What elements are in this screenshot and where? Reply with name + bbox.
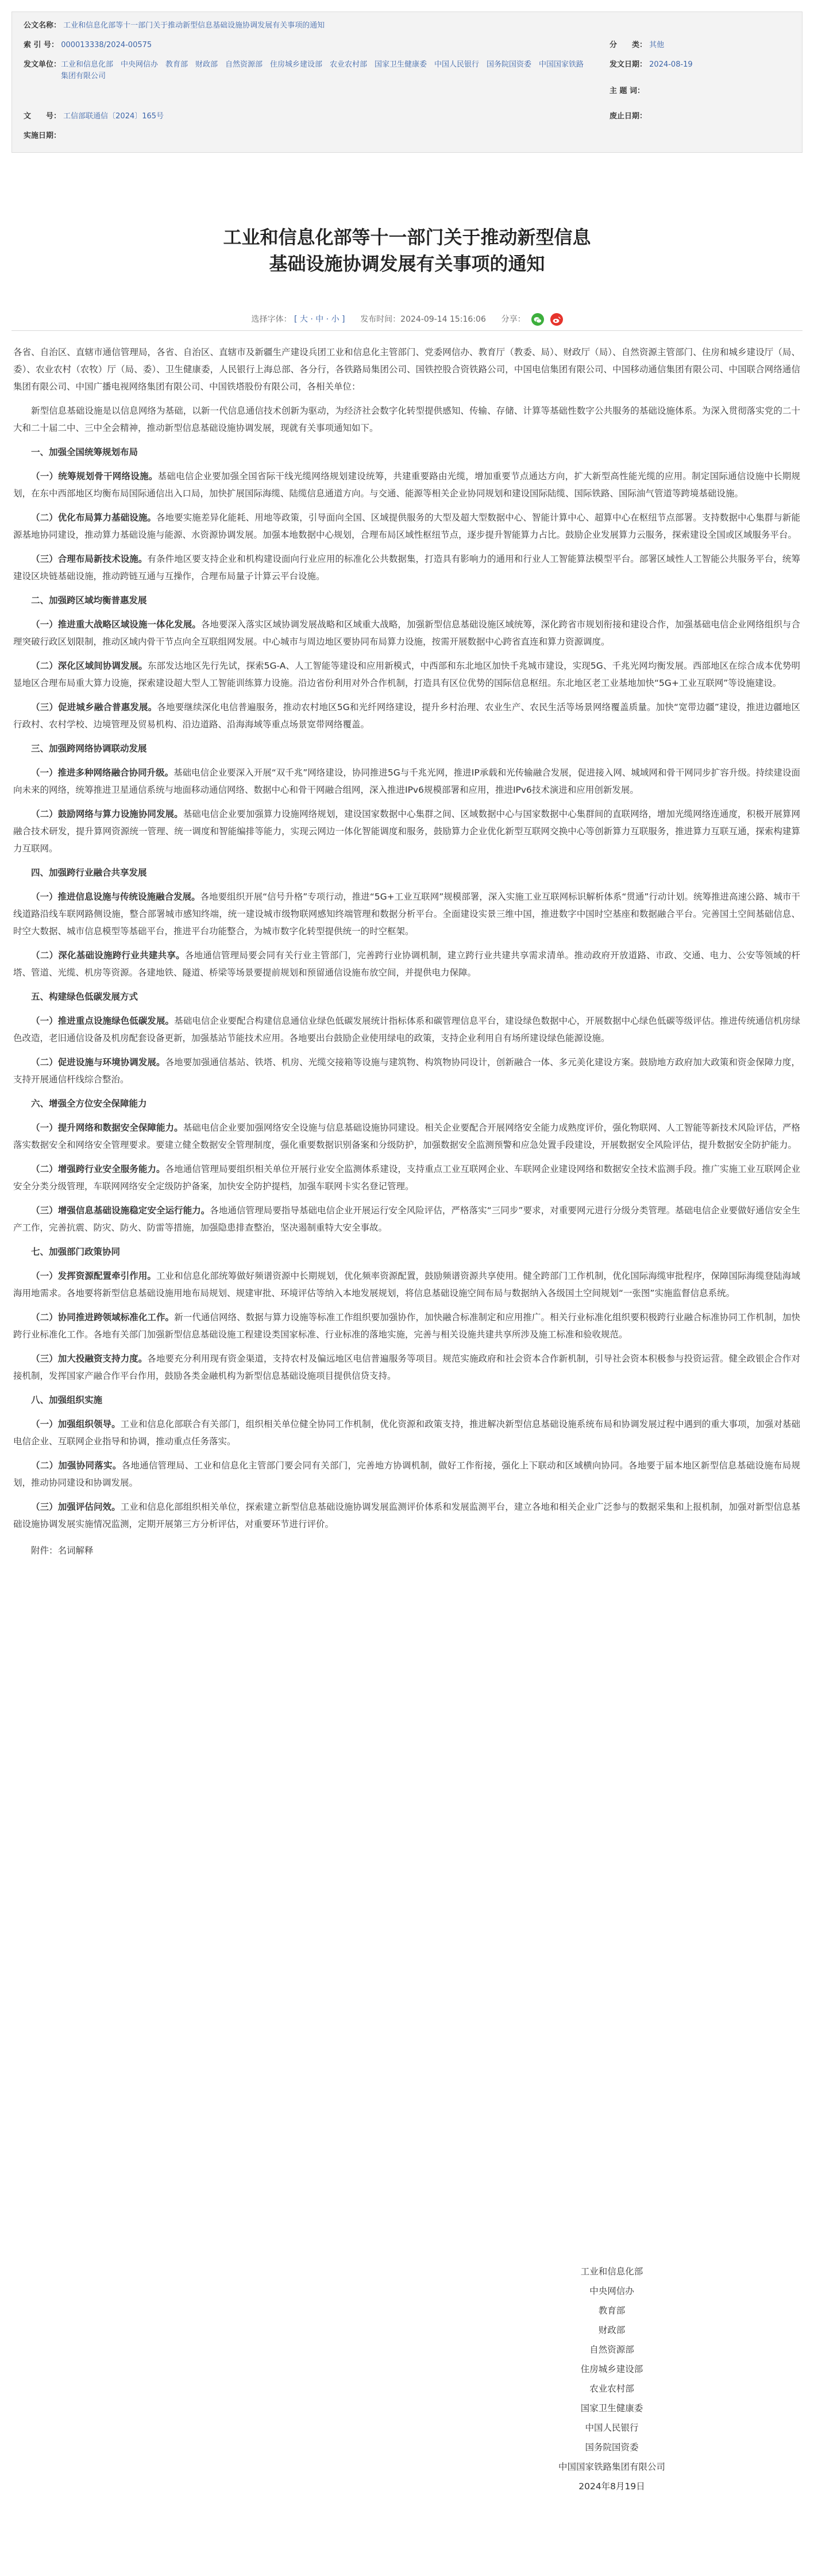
paragraph-text: 新一代通信网络、数据与算力设施等标准工作组织要加强协作，加快融合标准制定和应用推广。相关行业标准化组织要积极跨行业融合标准协同工作机制，加快跨行业标准化工作。各地有关部门加强新型信息基础设施工程建设类国家标准、行业标准的落地实施，完善与相关设施共建共享所涉及施工标准和验收规范。	[13, 1312, 800, 1340]
paragraph-text: 基础电信企业要配合构建信息通信业绿色低碳发展统计指标体系和碳管理信息平台，建设绿色数据中心，开展数据中心绿色低碳等级评估。推进传统通信机房绿色改造，老旧通信设备及机房配套设备更新，加强基站节能技术应用。各地要出台鼓励企业使用绿电的政策，支持企业利用自有场所建设绿色能源设施。	[13, 1016, 800, 1043]
salutation: 各省、自治区、直辖市通信管理局，各省、自治区、直辖市及新疆生产建设兵团工业和信息化主管部门、党委网信办、教育厅（教委、局）、财政厅（局）、自然资源主管部门、住房和城乡建设厅（局、委）、农业农村（农牧）厅（局、委）、卫生健康委，人民银行上海总部、各分行，各铁路局集团公司、国铁控股合资铁路公司，中国电信集团有限公司、中国移动通信集团有限公司、中国联合网络通信集团有限公司、中国广播电视网络集团有限公司、中国铁塔股份有限公司，各相关单位：	[13, 347, 800, 392]
paragraph-text: 有条件地区要支持企业和机构建设面向行业应用的标准化公共数据集，打造具有影响力的通用和行业人工智能算法模型平台。部署区域性人工智能公共服务平台，统筹建设区块链基础设施，推动跨链互通与互操作，合理布局量子计算云平台设施。	[13, 554, 800, 581]
section-heading: 一、加强全国统筹规划布局	[31, 447, 138, 457]
meta-date-label: 发文日期：	[609, 60, 647, 69]
paragraph-lead: （二）增强跨行业安全服务能力。	[31, 1164, 165, 1174]
section-heading: 七、加强部门政策协同	[31, 1247, 121, 1257]
signature-org: 财政部	[598, 2325, 626, 2335]
paragraph-lead: （三）促进城乡融合普惠发展。	[31, 702, 157, 712]
share-label: 分享：	[501, 315, 526, 324]
paragraph-text: 各地通信管理局要组织相关单位开展行业安全监测体系建设，支持重点工业互联网企业、车联网企业建设网络和数据安全技术监测手段。推广实施工业互联网企业安全分类分级管理，车联网网络安全定级防护备案，加快安全防护提档，加强车联网卡实名登记管理。	[13, 1164, 800, 1191]
paragraph-lead: （一）统筹规划骨干网络设施。	[31, 471, 158, 481]
meta-category-label: 分 类：	[609, 41, 647, 49]
paragraph	[13, 764, 800, 799]
meta-category-row	[609, 40, 793, 51]
paragraph-lead: （三）加强评估问效。	[31, 1502, 121, 1512]
meta-impl-row	[24, 130, 426, 142]
meta-name-label: 公文名称：	[24, 21, 61, 30]
paragraph-text: 工业和信息化部联合有关部门，组织相关单位健全协同工作机制，优化资源和政策支持，推进解决新型信息基础设施系统布局和协调发展过程中遇到的重大事项，加强对基础电信企业、互联网企业指导和协调，推动重点任务落实。	[13, 1419, 800, 1447]
meta-issuer-label: 发文单位：	[24, 60, 61, 69]
weibo-icon[interactable]	[550, 313, 563, 326]
meta-abolish-label: 废止日期：	[609, 112, 647, 121]
paragraph-lead: （三）加大投融资支持力度。	[31, 1353, 148, 1364]
article-body	[13, 344, 800, 1559]
section-heading: 八、加强组织实施	[31, 1395, 103, 1405]
signature-block	[514, 2262, 709, 2496]
paragraph-text: 各地通信管理局、工业和信息化主管部门要会同有关部门，完善地方协调机制，做好工作衔接，强化上下联动和区域横向协同。各地要于届本地区新型信息基础设施布局规划，推动协同建设和协调发展。	[13, 1460, 800, 1488]
publish-time: 发布时间：2024-09-14 15:16:06	[360, 315, 486, 324]
subline	[0, 313, 814, 326]
paragraph-text: 基础电信企业要加强全国省际干线光缆网络规划建设统筹，共建重要路由光缆，增加重要节点通达方向，扩大新型高性能光缆的应用。制定国际通信设施中长期规划，在东中西部地区均衡布局国际通信出入口局，加快扩展国际海缆、陆缆信息通道方向。与交通、能源等相关企业协同规划和建设国际陆缆、国际铁路、国际油气管道等跨境基础设施。	[13, 471, 800, 499]
paragraph-lead: （一）推进重点设施绿色低碳发展。	[31, 1016, 175, 1026]
paragraph	[13, 888, 800, 940]
paragraph	[13, 1160, 800, 1195]
section-heading: 三、加强跨网络协调联动发展	[31, 743, 147, 754]
paragraph-text: 东部发达地区先行先试，探索5G-A、人工智能等建设和应用新模式，中西部和东北地区加快千兆城市建设，实现5G、千兆光网均衡发展。西部地区在综合成本优势明显地区合理布局重大算力设施，探索建设超大型人工智能训练算力设施。沿边省份利用对外合作机制，打造具有区位优势的国际信息枢纽。东北地区老工业基地加快“5G+工业互联网”等设施建设。	[13, 661, 800, 688]
paragraph-lead: （二）促进设施与环境协调发展。	[31, 1057, 165, 1067]
paragraph-text: 工业和信息化部组织相关单位，探索建立新型信息基础设施协调发展监测评价体系和发展监测平台，建立各地和相关企业广泛参与的数据采集和上报机制，加强对新型信息基础设施协调发展实施情况监测，定期开展第三方分析评估，对重要环节进行评价。	[13, 1502, 800, 1529]
signature-org: 自然资源部	[589, 2344, 634, 2355]
paragraph	[13, 805, 800, 857]
paragraph-text: 各地要实施差异化能耗、用地等政策，引导面向全国、区域提供服务的大型及超大型数据中心、智能计算中心、超算中心在枢纽节点部署。支持数据中心集群与新能源基地协同建设，推动算力基础设施与能源、水资源协调发展。加强本地数据中心规划，合理布局区域性枢纽节点，逐步提升智能算力占比。鼓励企业发展算力云服务，探索建设全国或区域服务平台。	[13, 512, 800, 540]
signature-date: 2024年8月19日	[578, 2481, 645, 2492]
section-heading: 四、加强跨行业融合共享发展	[31, 867, 147, 878]
meta-docno-value: 工信部联通信〔2024〕165号	[63, 112, 164, 121]
paragraph-text: 各地要组织开展“信号升格”专项行动，推进“5G+工业互联网”规模部署，深入实施工业互联网标识解析体系“贯通”行动计划。统筹推进高速公路、城市干线道路沿线车联网路侧设施，整合部署城市感知终端，统一建设城市级物联网感知终端管理和数据分析平台。全面建设实景三维中国，推进数字中国时空基座和数据融合平台。完善国土空间基础信息、时空大数据、城市信息模型等基础平台，推进平台功能整合，为城市数字化转型提供统一的时空框架。	[13, 892, 800, 936]
page-title-line1: 工业和信息化部等十一部门关于推动新型信息	[223, 226, 591, 248]
meta-docno-label: 文 号：	[24, 112, 61, 121]
meta-name-row	[24, 20, 782, 32]
intro-paragraph: 新型信息基础设施是以信息网络为基础，以新一代信息通信技术创新为驱动，为经济社会数字化转型提供感知、传输、存储、计算等基础性数字公共服务的基础设施体系。为深入贯彻落实党的二十大和二十届二中、三中全会精神，推动新型信息基础设施协调发展，现就有关事项通知如下。	[13, 406, 800, 433]
paragraph-text: 各地通信管理局要指导基础电信企业开展运行安全风险评估，严格落实“三同步”要求，对重要网元进行分级分类管理。基础电信企业要做好通信安全生产工作，完善抗震、防灾、防火、防雷等措施，加强隐患排查整治，坚决遏制重特大安全事故。	[13, 1205, 800, 1233]
paragraph	[13, 657, 800, 692]
meta-date-value: 2024-08-19	[649, 60, 693, 69]
paragraph	[13, 1350, 800, 1385]
meta-issuer-value: 工业和信息化部 中央网信办 教育部 财政部 自然资源部 住房城乡建设部 农业农村部 国家卫生健康委 中国人民银行 国务院国资委 中国国家铁路集团有限公司	[61, 60, 584, 80]
paragraph	[13, 1202, 800, 1236]
paragraph-lead: （二）加强协同落实。	[31, 1460, 122, 1471]
paragraph	[13, 1054, 800, 1088]
signature-org: 中央网信办	[589, 2286, 634, 2296]
meta-index-label: 索 引 号：	[24, 41, 59, 49]
paragraph	[13, 699, 800, 733]
font-size-label: 选择字体：	[251, 315, 292, 324]
paragraph-lead: （一）推进信息设施与传统设施融合发展。	[31, 892, 200, 902]
paragraph-text: 各地要继续深化电信普遍服务，推动农村地区5G和光纤网络建设，提升乡村治理、农业生产、农民生活等场景网络覆盖质量。加快“宽带边疆”建设，推进边疆地区行政村、农村学校、边境管理及贸易机构、沿边道路、沿海海域等重点场景宽带网络覆盖。	[13, 702, 800, 730]
divider	[11, 330, 803, 331]
paragraph	[13, 468, 800, 502]
meta-docno-row	[24, 111, 426, 122]
paragraph-text: 各地通信管理局要会同有关行业主管部门，完善跨行业协调机制，建立跨行业共建共享需求清单。推动政府开放道路、市政、交通、电力、公安等领域的杆塔、管道、光缆、机房等资源。各建地铁、隧道、桥梁等场景要提前规划和预留通信设施布放空间，并提供电力保障。	[13, 950, 800, 978]
paragraph-lead: （一）加强组织领导。	[31, 1419, 121, 1429]
section-heading: 六、增强全方位安全保障能力	[31, 1098, 147, 1109]
meta-category-value: 其他	[649, 41, 665, 49]
meta-abolish-row	[609, 111, 793, 122]
signature-org: 国家卫生健康委	[580, 2403, 643, 2413]
paragraph-lead: （一）推进重大战略区域设施一体化发展。	[31, 619, 201, 630]
signature-org: 工业和信息化部	[580, 2266, 643, 2277]
paragraph-lead: （一）提升网络和数据安全保障能力。	[31, 1123, 183, 1133]
paragraph-lead: （二）深化区域间协调发展。	[31, 661, 148, 671]
paragraph-lead: （一）推进多种网络融合协同升级。	[31, 768, 174, 778]
paragraph	[13, 1267, 800, 1302]
metadata-panel	[11, 11, 803, 153]
section-heading: 二、加强跨区域均衡普惠发展	[31, 595, 147, 606]
paragraph-text: 工业和信息化部统筹做好频谱资源中长期规划，优化频率资源配置，鼓励频谱资源共享使用。健全跨部门工作机制，优化国际海缆审批程序，保障国际海缆登陆海域海用地需求。各地要将新型信息基础设施用地布局规划、规建审批、环境评估等纳入本地发展规划，将信息基础设施空间布局与数据纳入各级国土空间规划“一张图”实施监督信息系统。	[13, 1271, 800, 1298]
paragraph-text: 各地要深入落实区域协调发展战略和区域重大战略，加强新型信息基础设施区域统筹，深化跨省市规划衔接和建设合作，加强基础电信企业网络组织与合理突破行政区划限制，推动区域内骨干节点向全互联组网发展。中心城市与周边地区要协同布局算力设施，按需开展数据中心跨省直连和算力资源调度。	[13, 619, 800, 647]
meta-date-row	[609, 59, 793, 71]
attachment-link[interactable]: 附件：名词解释	[31, 1545, 94, 1556]
paragraph	[13, 947, 800, 981]
paragraph	[13, 1457, 800, 1491]
meta-issuer-row	[24, 59, 587, 82]
paragraph	[13, 550, 800, 585]
signature-org: 中国国家铁路集团有限公司	[558, 2462, 665, 2472]
paragraph-lead: （二）深化基础设施跨行业共建共享。	[31, 950, 185, 961]
paragraph	[13, 1012, 800, 1047]
paragraph	[13, 1498, 800, 1533]
section-heading: 五、构建绿色低碳发展方式	[31, 992, 138, 1002]
meta-index-row	[24, 40, 426, 51]
signature-org: 农业农村部	[589, 2384, 634, 2394]
signature-org: 中国人民银行	[585, 2423, 639, 2433]
meta-name-value: 工业和信息化部等十一部门关于推动新型信息基础设施协调发展有关事项的通知	[63, 21, 325, 30]
signature-org: 教育部	[598, 2305, 626, 2316]
font-size-selector[interactable]: [ 大 · 中 · 小 ]	[294, 315, 345, 324]
paragraph-lead: （二）协同推进跨领域标准化工作。	[31, 1312, 175, 1322]
meta-subject-row	[609, 86, 793, 97]
paragraph-text: 各地要加强通信基站、铁塔、机房、光缆交接箱等设施与建筑物、构筑物协同设计，创新融合一体、多元美化建设方案。鼓励地方政府加大政策和资金保障力度，支持开展通信杆线综合整治。	[13, 1057, 800, 1085]
meta-impl-label: 实施日期：	[24, 132, 61, 140]
signature-org: 国务院国资委	[585, 2442, 639, 2452]
paragraph-lead: （三）合理布局新技术设施。	[31, 554, 148, 564]
paragraph-text: 基础电信企业要深入开展“双千兆”网络建设，协同推进5G与千兆光网，推进IP承载和光传输融合发展，促进接入网、城域网和骨干网同步扩容升级。持续建设面向未来的网络，统筹推进卫星通信系统与地面移动通信网络、数据中心和骨干网融合组网，深入推进IPv6规模部署和应用，推进IPv6技术演进和应用创新发展。	[13, 768, 800, 795]
paragraph-text: 各地要充分利用现有资金渠道，支持农村及偏远地区电信普遍服务等项目。规范实施政府和社会资本合作新机制，引导社会资本积极参与投资运营。健全政银企合作对接机制，发挥国家产融合作平台作用，鼓励各类金融机构为新型信息基础设施项目提供信贷支持。	[13, 1353, 800, 1381]
paragraph-text: 基础电信企业要加强网络安全设施与信息基础设施协同建设。相关企业要配合开展网络安全能力成熟度评价，强化物联网、人工智能等新技术风险评估，严格落实数据安全和网络安全管理要求。要建立健全数据安全管理制度，强化重要数据识别备案和分级防护，加强数据安全监测预警和应急处置手段建设，开展数据安全风险评估，提升数据安全防护能力。	[13, 1123, 800, 1150]
paragraph	[13, 1309, 800, 1343]
paragraph-lead: （二）鼓励网络与算力设施协同发展。	[31, 809, 183, 819]
paragraph-lead: （二）优化布局算力基础设施。	[31, 512, 156, 523]
meta-subject-label: 主 题 词：	[609, 87, 645, 95]
signature-org: 住房城乡建设部	[580, 2364, 643, 2374]
paragraph-lead: （三）增强信息基础设施稳定安全运行能力。	[31, 1205, 210, 1216]
meta-index-value: 000013338/2024-00575	[61, 41, 152, 49]
paragraph	[13, 1416, 800, 1450]
paragraph	[13, 1119, 800, 1154]
paragraph	[13, 509, 800, 543]
paragraph-lead: （一）发挥资源配置牵引作用。	[31, 1271, 156, 1281]
wechat-icon[interactable]	[531, 313, 544, 326]
page-title-line2: 基础设施协调发展有关事项的通知	[269, 253, 545, 275]
paragraph-text: 基础电信企业要加强算力设施网络规划，建设国家数据中心集群之间、区域数据中心与国家数据中心集群间的直联网络，增加光缆网络连通度，积极开展算网融合技术研发，提升算网资源统一管理、统一调度和智能编排等能力，实现云网边一体化智能调度和服务，鼓励算力企业优化新型互联网交换中心等创新算力互联服务，推进算力互联互通，探索构建算力互联网。	[13, 809, 800, 854]
paragraph	[13, 616, 800, 650]
